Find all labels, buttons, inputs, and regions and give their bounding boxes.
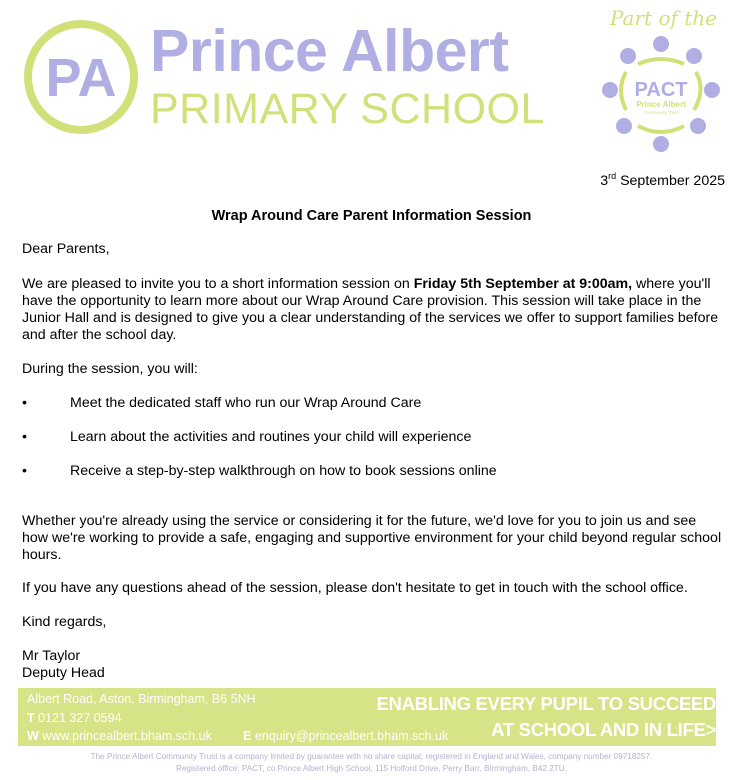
session-datetime: Friday 5th September at 9:00am, [413,276,633,292]
logo-initials: PA [45,48,117,108]
legal-notice-line1: The Prince Albert Community Trust is a company limited by guarantee with no share capital, registered in England and Wales, company number 09718257. [90,752,653,761]
pact-subtitle-2: Community Trust [643,110,679,115]
footer-tagline-line2: AT SCHOOL AND IN LIFE> [491,719,716,740]
footer-email-link[interactable]: E enquiry@princealbert.bham.sch.uk [243,729,449,743]
legal-notice-line2: Registered office: PACT, co Prince Albert High School, 115 Holford Drive, Perry Barr, Birmingham, B42 2TU. [176,764,567,773]
letter-title: Wrap Around Care Parent Information Session [211,208,532,224]
service-paragraph: Whether you're already using the service or considering it for the future, we'd love for you to join us and see how we're working to provide a safe, engaging and supportive environment for your child beyond regular school hours. [22,513,722,563]
school-name-line1: Prince Albert [150,18,509,84]
footer-tagline-line1: ENABLING EVERY PUPIL TO SUCCEED [376,693,716,714]
letter-date: 3rd September 2025 [600,171,725,189]
questions-paragraph: If you have any questions ahead of the session, please don't hesitate to get in touch with the school office. [22,580,688,596]
invitation-paragraph: We are pleased to invite you to a short information session on Friday 5th September at 9:00am, where you'll have the opportunity to learn more about our Wrap Around Care provision. This session will take place in the Junior Hall and is designed to give you a clear understanding of the services we offer to support families before and after the school day. [22,276,719,343]
pa-logo-mark [22,18,140,136]
session-intro: During the session, you will: [22,361,198,377]
bullet-marker: • [22,429,27,445]
list-item-text: Receive a step-by-step walkthrough on how to book sessions online [70,463,497,479]
bullet-marker: • [22,463,27,479]
footer-phone: T 0121 327 0594 [27,711,122,725]
school-name-line2: PRIMARY SCHOOL [150,85,545,133]
pact-subtitle: Prince Albert [636,100,686,109]
closing: Kind regards, [22,614,107,630]
pact-logo [598,34,724,154]
signatory-name: Mr Taylor [22,648,81,664]
pact-caption: Part of the [610,6,717,30]
footer-address: Albert Road, Aston, Birmingham, B6 5NH [27,692,256,706]
signatory-role: Deputy Head [22,665,105,681]
list-item-text: Learn about the activities and routines your child will experience [70,429,472,445]
chevron-right-icon: > [705,719,716,740]
bullet-marker: • [22,395,27,411]
footer-website-link[interactable]: W www.princealbert.bham.sch.uk [27,729,212,743]
greeting: Dear Parents, [22,241,110,257]
list-item-text: Meet the dedicated staff who run our Wrap Around Care [70,395,422,411]
pact-name: PACT [634,79,688,101]
